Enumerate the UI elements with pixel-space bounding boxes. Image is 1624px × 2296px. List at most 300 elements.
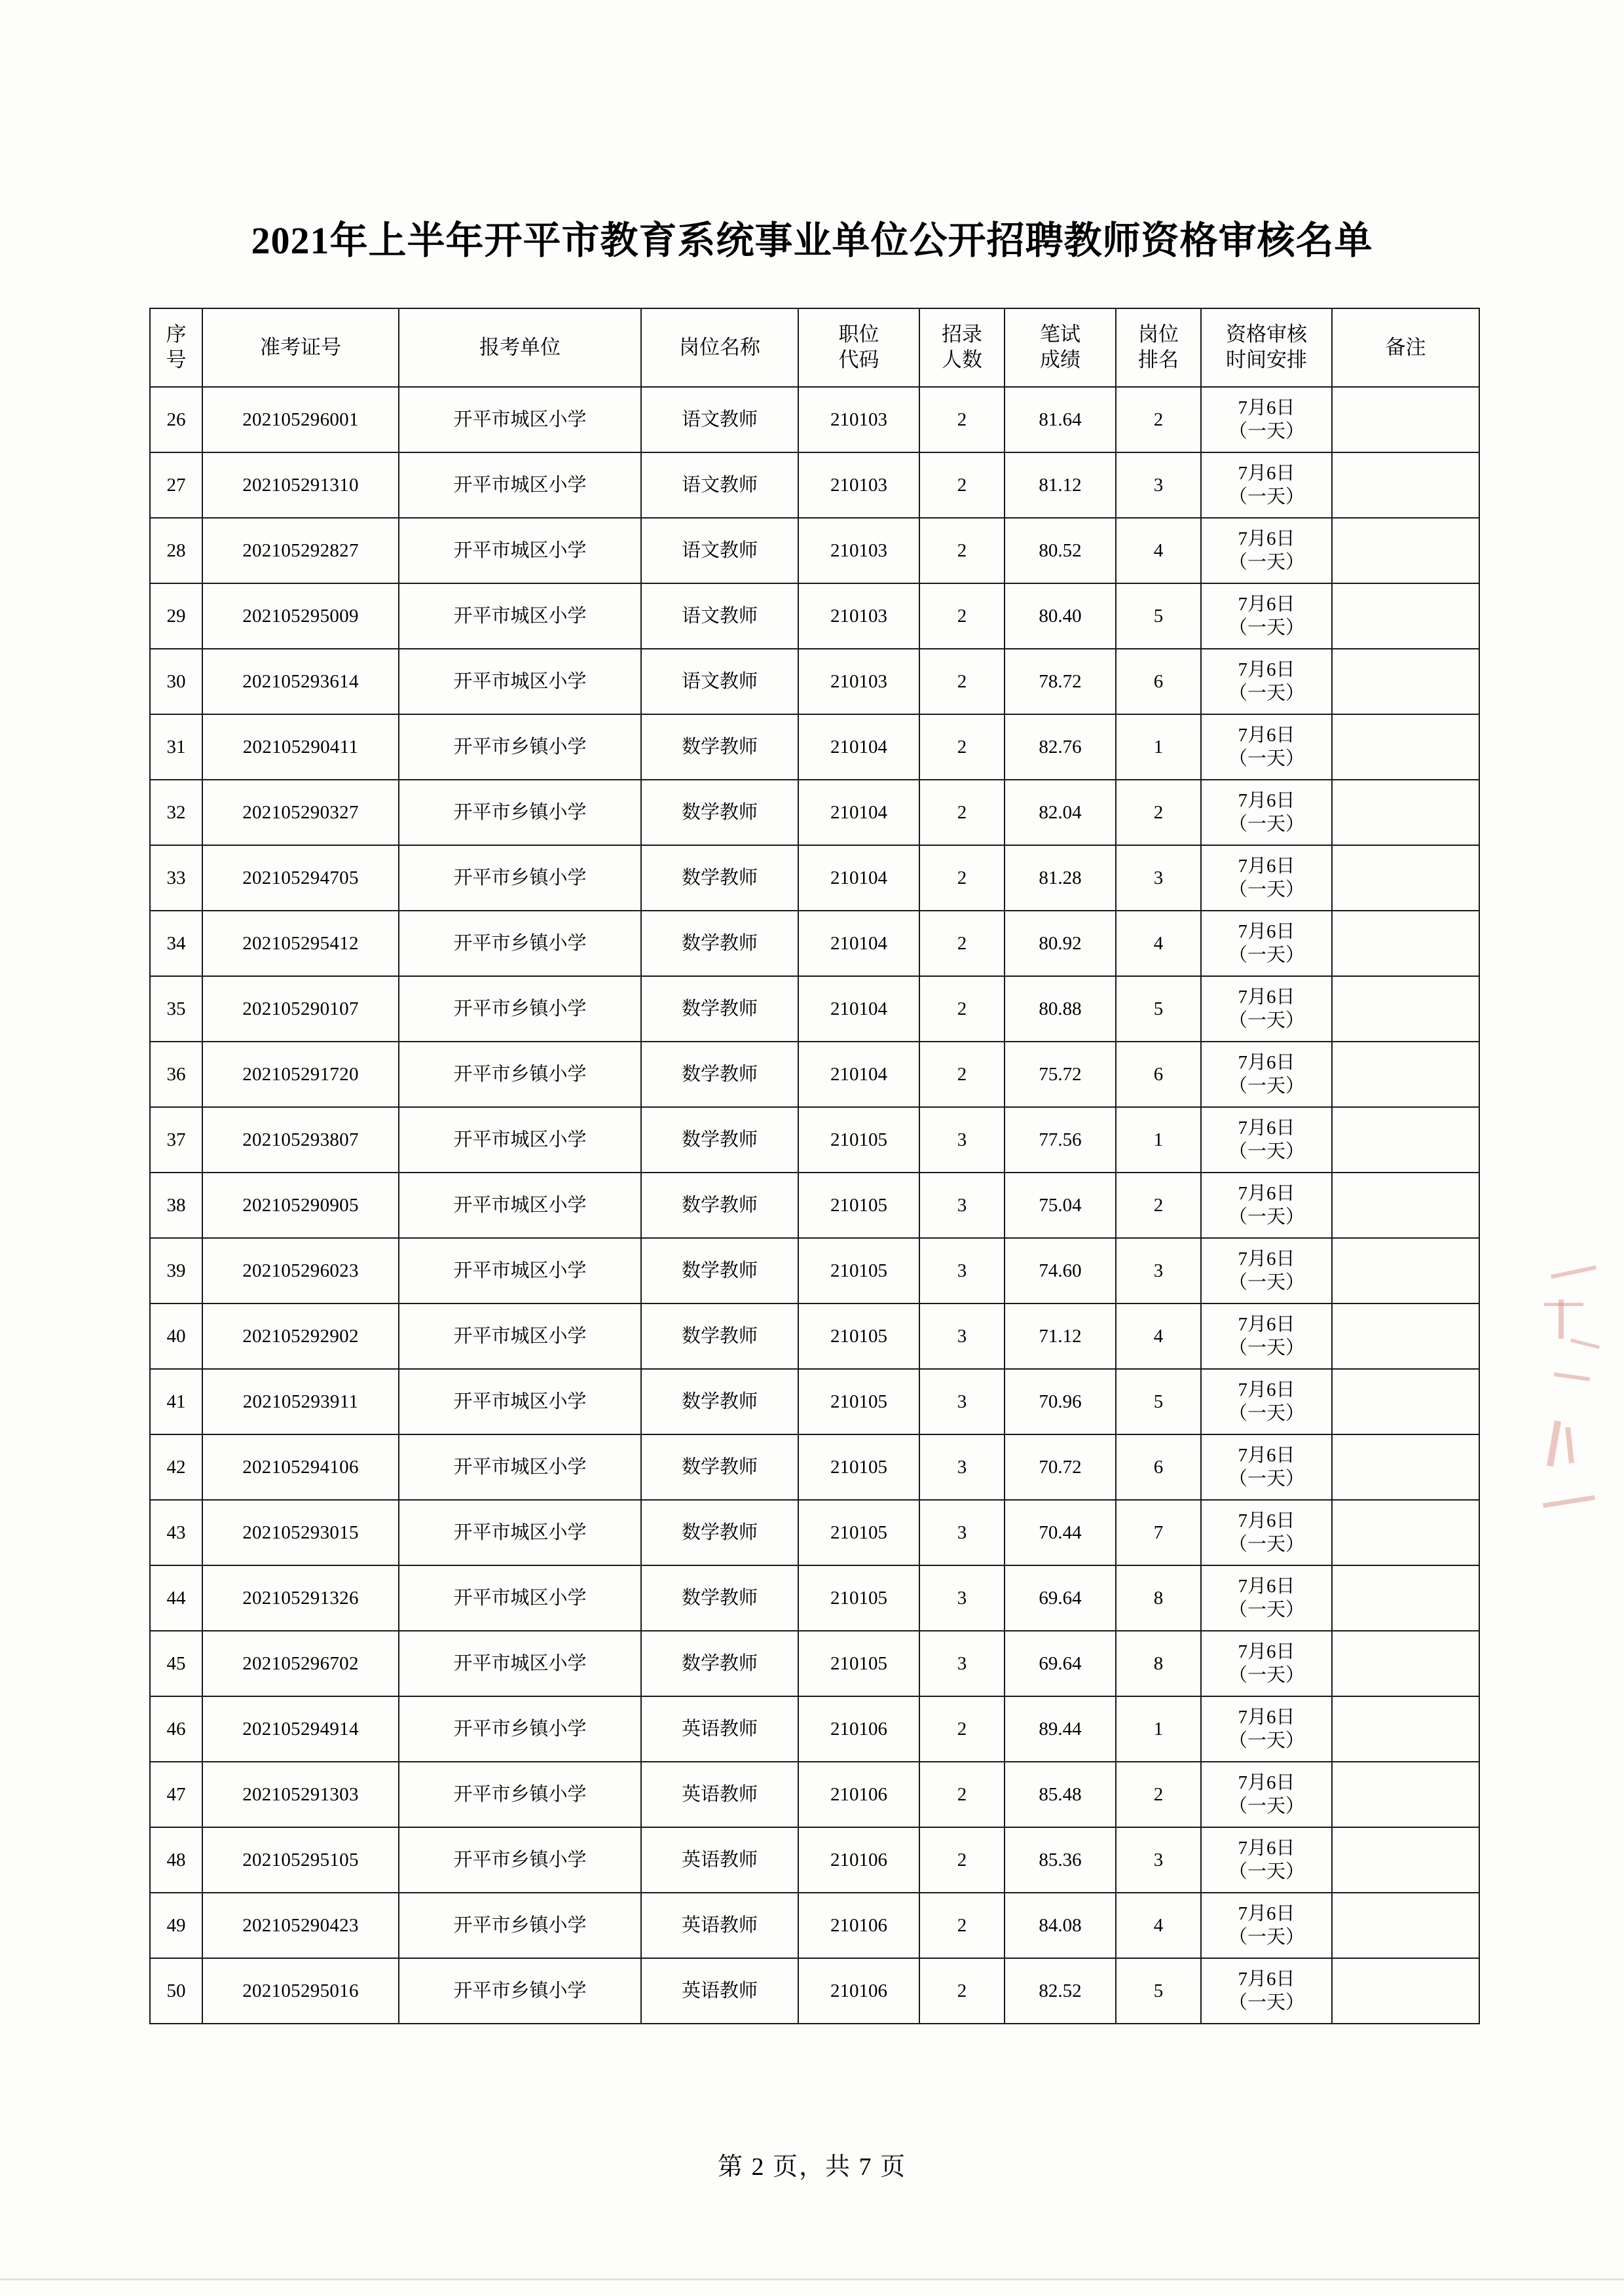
- cell-remark: [1332, 780, 1479, 845]
- cell-code: 210105: [798, 1500, 919, 1565]
- cell-rank: 5: [1116, 1369, 1201, 1434]
- cell-review-time-line1: 7月6日: [1238, 1772, 1295, 1793]
- cell-review-time: [1201, 387, 1332, 452]
- cell-unit: 开平市乡镇小学: [399, 911, 641, 976]
- cell-seq: 48: [150, 1827, 202, 1893]
- cell-ticket: 202105295412: [202, 911, 399, 976]
- cell-review-time-line2: （一天）: [1228, 1338, 1304, 1358]
- cell-rank: 3: [1116, 452, 1201, 518]
- column-header-rank-line2: 排名: [1138, 348, 1179, 371]
- cell-score: 71.12: [1005, 1303, 1116, 1369]
- table-row: [150, 1958, 1479, 2024]
- cell-unit: 开平市乡镇小学: [399, 1042, 641, 1107]
- cell-review-time-line2: （一天）: [1228, 1534, 1304, 1555]
- cell-review-time-line1: 7月6日: [1238, 1182, 1295, 1204]
- cell-rank: 7: [1116, 1500, 1201, 1565]
- cell-num: 2: [919, 649, 1005, 714]
- cell-unit: 开平市乡镇小学: [399, 1958, 641, 2024]
- cell-rank: 5: [1116, 1958, 1201, 2024]
- cell-ticket: 202105291720: [202, 1042, 399, 1107]
- cell-unit: 开平市乡镇小学: [399, 1696, 641, 1762]
- cell-post: 数学教师: [641, 1500, 798, 1565]
- cell-code: 210104: [798, 1042, 919, 1107]
- table-row: [150, 1238, 1479, 1303]
- cell-num: 3: [919, 1565, 1005, 1631]
- column-header-score-line2: 成绩: [1040, 348, 1080, 371]
- cell-code: 210103: [798, 583, 919, 649]
- table-row: [150, 1303, 1479, 1369]
- cell-post: 数学教师: [641, 911, 798, 976]
- cell-ticket: 202105291326: [202, 1565, 399, 1631]
- cell-review-time: [1201, 1500, 1332, 1565]
- qualification-review-table-wrapper: [149, 308, 1479, 2024]
- cell-review-time-line2: （一天）: [1228, 1599, 1304, 1620]
- cell-rank: 3: [1116, 845, 1201, 911]
- cell-review-time-line1: 7月6日: [1238, 724, 1295, 746]
- cell-post: 数学教师: [641, 1173, 798, 1238]
- cell-review-time-line1: 7月6日: [1238, 1510, 1295, 1531]
- cell-ticket: 202105294705: [202, 845, 399, 911]
- cell-remark: [1332, 1107, 1479, 1173]
- cell-remark: [1332, 845, 1479, 911]
- cell-review-time-line2: （一天）: [1228, 945, 1304, 966]
- cell-code: 210105: [798, 1107, 919, 1173]
- cell-rank: 2: [1116, 780, 1201, 845]
- cell-code: 210105: [798, 1238, 919, 1303]
- cell-ticket: 202105292827: [202, 518, 399, 583]
- cell-num: 2: [919, 1696, 1005, 1762]
- cell-review-time-line2: （一天）: [1228, 1861, 1304, 1882]
- table-row: [150, 976, 1479, 1042]
- cell-score: 85.48: [1005, 1762, 1116, 1827]
- column-header-review-time-line1: 资格审核: [1226, 323, 1307, 346]
- cell-ticket: 202105293911: [202, 1369, 399, 1434]
- cell-review-time-line1: 7月6日: [1238, 790, 1295, 811]
- cell-num: 2: [919, 1762, 1005, 1827]
- cell-rank: 3: [1116, 1827, 1201, 1893]
- cell-review-time-line1: 7月6日: [1238, 528, 1295, 549]
- cell-review-time: [1201, 1958, 1332, 2024]
- column-header-review-time-line2: 时间安排: [1226, 348, 1307, 371]
- cell-remark: [1332, 1631, 1479, 1696]
- cell-seq: 31: [150, 714, 202, 780]
- cell-post: 语文教师: [641, 649, 798, 714]
- cell-score: 80.52: [1005, 518, 1116, 583]
- cell-review-time-line1: 7月6日: [1238, 1968, 1295, 1990]
- cell-ticket: 202105295016: [202, 1958, 399, 2024]
- cell-ticket: 202105290905: [202, 1173, 399, 1238]
- cell-ticket: 202105296023: [202, 1238, 399, 1303]
- cell-score: 80.40: [1005, 583, 1116, 649]
- cell-rank: 1: [1116, 1107, 1201, 1173]
- cell-review-time-line1: 7月6日: [1238, 1903, 1295, 1924]
- cell-rank: 8: [1116, 1565, 1201, 1631]
- cell-review-time-line2: （一天）: [1228, 1796, 1304, 1817]
- cell-post: 数学教师: [641, 976, 798, 1042]
- cell-remark: [1332, 1173, 1479, 1238]
- table-row: [150, 1369, 1479, 1434]
- cell-seq: 43: [150, 1500, 202, 1565]
- cell-review-time-line2: （一天）: [1228, 421, 1304, 442]
- cell-num: 2: [919, 518, 1005, 583]
- table-row: [150, 1696, 1479, 1762]
- cell-ticket: 202105293807: [202, 1107, 399, 1173]
- cell-review-time: [1201, 780, 1332, 845]
- cell-review-time: [1201, 1434, 1332, 1500]
- cell-post: 语文教师: [641, 387, 798, 452]
- cell-code: 210105: [798, 1173, 919, 1238]
- cell-unit: 开平市城区小学: [399, 1173, 641, 1238]
- cell-unit: 开平市城区小学: [399, 1434, 641, 1500]
- cell-rank: 5: [1116, 583, 1201, 649]
- cell-score: 70.44: [1005, 1500, 1116, 1565]
- cell-rank: 1: [1116, 1696, 1201, 1762]
- cell-seq: 44: [150, 1565, 202, 1631]
- cell-score: 81.12: [1005, 452, 1116, 518]
- table-row: [150, 1762, 1479, 1827]
- column-header-code: [798, 308, 919, 387]
- cell-review-time: [1201, 583, 1332, 649]
- column-header-num-line1: 招录: [942, 323, 982, 346]
- cell-ticket: 202105295009: [202, 583, 399, 649]
- table-header: [150, 308, 1479, 387]
- cell-num: 2: [919, 583, 1005, 649]
- cell-seq: 47: [150, 1762, 202, 1827]
- cell-remark: [1332, 583, 1479, 649]
- cell-rank: 2: [1116, 1762, 1201, 1827]
- cell-review-time-line2: （一天）: [1228, 1076, 1304, 1097]
- cell-review-time-line1: 7月6日: [1238, 1575, 1295, 1597]
- cell-review-time-line2: （一天）: [1228, 1927, 1304, 1948]
- cell-post: 英语教师: [641, 1696, 798, 1762]
- cell-unit: 开平市乡镇小学: [399, 714, 641, 780]
- cell-review-time-line2: （一天）: [1228, 1730, 1304, 1751]
- cell-review-time: [1201, 1631, 1332, 1696]
- cell-review-time-line2: （一天）: [1228, 1141, 1304, 1162]
- cell-rank: 2: [1116, 387, 1201, 452]
- cell-code: 210103: [798, 387, 919, 452]
- cell-seq: 39: [150, 1238, 202, 1303]
- cell-post: 数学教师: [641, 1565, 798, 1631]
- table-row: [150, 1042, 1479, 1107]
- cell-review-time-line1: 7月6日: [1238, 1837, 1295, 1859]
- cell-seq: 38: [150, 1173, 202, 1238]
- table-row: [150, 1173, 1479, 1238]
- page-title: 2021年上半年开平市教育系统事业单位公开招聘教师资格审核名单: [251, 219, 1373, 262]
- cell-seq: 40: [150, 1303, 202, 1369]
- cell-seq: 26: [150, 387, 202, 452]
- cell-review-time: [1201, 1107, 1332, 1173]
- cell-unit: 开平市乡镇小学: [399, 780, 641, 845]
- table-row: [150, 1565, 1479, 1631]
- cell-post: 数学教师: [641, 714, 798, 780]
- cell-post: 数学教师: [641, 1434, 798, 1500]
- cell-num: 3: [919, 1500, 1005, 1565]
- cell-review-time-line1: 7月6日: [1238, 659, 1295, 680]
- cell-review-time-line1: 7月6日: [1238, 1248, 1295, 1269]
- cell-seq: 50: [150, 1958, 202, 2024]
- cell-num: 2: [919, 387, 1005, 452]
- cell-seq: 27: [150, 452, 202, 518]
- cell-unit: 开平市城区小学: [399, 583, 641, 649]
- cell-rank: 4: [1116, 1893, 1201, 1958]
- cell-num: 2: [919, 452, 1005, 518]
- cell-rank: 6: [1116, 1434, 1201, 1500]
- cell-remark: [1332, 518, 1479, 583]
- cell-code: 210104: [798, 780, 919, 845]
- cell-post: 英语教师: [641, 1827, 798, 1893]
- cell-remark: [1332, 649, 1479, 714]
- cell-review-time-line1: 7月6日: [1238, 1444, 1295, 1466]
- cell-code: 210106: [798, 1762, 919, 1827]
- table-row: [150, 1893, 1479, 1958]
- cell-remark: [1332, 1958, 1479, 2024]
- cell-num: 2: [919, 1827, 1005, 1893]
- page-footer: 第 2 页，共 7 页: [717, 2153, 906, 2181]
- cell-review-time-line2: （一天）: [1228, 1207, 1304, 1228]
- cell-code: 210104: [798, 845, 919, 911]
- cell-seq: 42: [150, 1434, 202, 1500]
- cell-post: 数学教师: [641, 1238, 798, 1303]
- cell-rank: 6: [1116, 649, 1201, 714]
- cell-ticket: 202105293614: [202, 649, 399, 714]
- cell-review-time-line2: （一天）: [1228, 1468, 1304, 1489]
- table-row: [150, 518, 1479, 583]
- cell-post: 数学教师: [641, 1303, 798, 1369]
- cell-review-time-line2: （一天）: [1228, 748, 1304, 769]
- cell-review-time-line1: 7月6日: [1238, 1117, 1295, 1139]
- cell-rank: 1: [1116, 714, 1201, 780]
- cell-review-time: [1201, 1369, 1332, 1434]
- cell-ticket: 202105290423: [202, 1893, 399, 1958]
- cell-remark: [1332, 1827, 1479, 1893]
- cell-remark: [1332, 387, 1479, 452]
- table-row: [150, 780, 1479, 845]
- column-header-seq-line2: 号: [166, 348, 187, 371]
- table-row: [150, 1107, 1479, 1173]
- cell-unit: 开平市城区小学: [399, 1369, 641, 1434]
- cell-unit: 开平市城区小学: [399, 1565, 641, 1631]
- cell-post: 数学教师: [641, 1042, 798, 1107]
- cell-seq: 32: [150, 780, 202, 845]
- cell-remark: [1332, 1565, 1479, 1631]
- table-header-row: [150, 308, 1479, 387]
- cell-unit: 开平市城区小学: [399, 1631, 641, 1696]
- cell-review-time-line1: 7月6日: [1238, 593, 1295, 615]
- cell-code: 210104: [798, 911, 919, 976]
- column-header-post: 岗位名称: [641, 308, 798, 387]
- cell-code: 210103: [798, 452, 919, 518]
- cell-ticket: 202105291303: [202, 1762, 399, 1827]
- cell-code: 210103: [798, 518, 919, 583]
- cell-score: 77.56: [1005, 1107, 1116, 1173]
- cell-review-time-line1: 7月6日: [1238, 986, 1295, 1008]
- cell-review-time: [1201, 1042, 1332, 1107]
- cell-unit: 开平市乡镇小学: [399, 1893, 641, 1958]
- cell-unit: 开平市城区小学: [399, 1500, 641, 1565]
- table-row: [150, 452, 1479, 518]
- cell-score: 82.76: [1005, 714, 1116, 780]
- cell-score: 81.28: [1005, 845, 1116, 911]
- cell-num: 3: [919, 1107, 1005, 1173]
- cell-post: 英语教师: [641, 1958, 798, 2024]
- cell-score: 75.72: [1005, 1042, 1116, 1107]
- cell-post: 语文教师: [641, 452, 798, 518]
- cell-ticket: 202105296702: [202, 1631, 399, 1696]
- cell-review-time: [1201, 1303, 1332, 1369]
- cell-ticket: 202105290327: [202, 780, 399, 845]
- cell-rank: 3: [1116, 1238, 1201, 1303]
- column-header-ticket: 准考证号: [202, 308, 399, 387]
- cell-code: 210104: [798, 976, 919, 1042]
- cell-unit: 开平市城区小学: [399, 1107, 641, 1173]
- cell-seq: 28: [150, 518, 202, 583]
- cell-score: 75.04: [1005, 1173, 1116, 1238]
- cell-review-time: [1201, 1893, 1332, 1958]
- cell-review-time: [1201, 1696, 1332, 1762]
- cell-seq: 33: [150, 845, 202, 911]
- red-seal-mark-icon: [1531, 1264, 1610, 1578]
- cell-review-time: [1201, 649, 1332, 714]
- cell-score: 78.72: [1005, 649, 1116, 714]
- cell-num: 3: [919, 1238, 1005, 1303]
- cell-ticket: 202105291310: [202, 452, 399, 518]
- cell-review-time-line2: （一天）: [1228, 814, 1304, 835]
- table-row: [150, 583, 1479, 649]
- cell-num: 3: [919, 1303, 1005, 1369]
- cell-code: 210105: [798, 1565, 919, 1631]
- cell-ticket: 202105293015: [202, 1500, 399, 1565]
- cell-rank: 6: [1116, 1042, 1201, 1107]
- cell-remark: [1332, 1238, 1479, 1303]
- cell-review-time-line1: 7月6日: [1238, 1313, 1295, 1335]
- cell-rank: 5: [1116, 976, 1201, 1042]
- cell-score: 85.36: [1005, 1827, 1116, 1893]
- cell-rank: 4: [1116, 518, 1201, 583]
- cell-rank: 2: [1116, 1173, 1201, 1238]
- cell-review-time-line2: （一天）: [1228, 617, 1304, 638]
- cell-remark: [1332, 1434, 1479, 1500]
- cell-score: 89.44: [1005, 1696, 1116, 1762]
- cell-post: 英语教师: [641, 1762, 798, 1827]
- cell-remark: [1332, 1369, 1479, 1434]
- cell-post: 数学教师: [641, 1631, 798, 1696]
- cell-rank: 8: [1116, 1631, 1201, 1696]
- cell-review-time: [1201, 1762, 1332, 1827]
- qualification-review-table: [149, 308, 1480, 2024]
- column-header-score: [1005, 308, 1116, 387]
- cell-post: 数学教师: [641, 1107, 798, 1173]
- cell-score: 80.88: [1005, 976, 1116, 1042]
- cell-ticket: 202105294106: [202, 1434, 399, 1500]
- cell-review-time-line1: 7月6日: [1238, 1706, 1295, 1728]
- cell-unit: 开平市乡镇小学: [399, 976, 641, 1042]
- cell-ticket: 202105290107: [202, 976, 399, 1042]
- cell-review-time-line1: 7月6日: [1238, 920, 1295, 942]
- cell-code: 210105: [798, 1631, 919, 1696]
- cell-score: 80.92: [1005, 911, 1116, 976]
- cell-seq: 41: [150, 1369, 202, 1434]
- cell-review-time: [1201, 518, 1332, 583]
- cell-seq: 29: [150, 583, 202, 649]
- cell-review-time-line2: （一天）: [1228, 1403, 1304, 1424]
- table-row: [150, 387, 1479, 452]
- cell-num: 3: [919, 1434, 1005, 1500]
- column-header-num: [919, 308, 1005, 387]
- cell-unit: 开平市城区小学: [399, 1303, 641, 1369]
- cell-unit: 开平市乡镇小学: [399, 1827, 641, 1893]
- cell-num: 3: [919, 1369, 1005, 1434]
- cell-ticket: 202105292902: [202, 1303, 399, 1369]
- cell-review-time-line2: （一天）: [1228, 879, 1304, 900]
- table-row: [150, 1500, 1479, 1565]
- column-header-remark: 备注: [1332, 308, 1479, 387]
- cell-review-time-line1: 7月6日: [1238, 1379, 1295, 1400]
- cell-unit: 开平市城区小学: [399, 518, 641, 583]
- table-row: [150, 1631, 1479, 1696]
- cell-ticket: 202105294914: [202, 1696, 399, 1762]
- cell-review-time: [1201, 845, 1332, 911]
- cell-post: 语文教师: [641, 583, 798, 649]
- cell-num: 3: [919, 1631, 1005, 1696]
- cell-review-time-line1: 7月6日: [1238, 397, 1295, 418]
- column-header-seq: [150, 308, 202, 387]
- cell-num: 2: [919, 1042, 1005, 1107]
- cell-review-time-line1: 7月6日: [1238, 855, 1295, 877]
- cell-score: 81.64: [1005, 387, 1116, 452]
- cell-unit: 开平市城区小学: [399, 1238, 641, 1303]
- cell-score: 82.52: [1005, 1958, 1116, 2024]
- cell-ticket: 202105290411: [202, 714, 399, 780]
- cell-seq: 49: [150, 1893, 202, 1958]
- table-row: [150, 911, 1479, 976]
- cell-code: 210104: [798, 714, 919, 780]
- cell-review-time-line2: （一天）: [1228, 1010, 1304, 1031]
- column-header-num-line2: 人数: [942, 348, 982, 371]
- cell-review-time-line1: 7月6日: [1238, 1051, 1295, 1073]
- cell-code: 210106: [798, 1827, 919, 1893]
- table-row: [150, 714, 1479, 780]
- cell-score: 82.04: [1005, 780, 1116, 845]
- cell-score: 74.60: [1005, 1238, 1116, 1303]
- cell-unit: 开平市城区小学: [399, 452, 641, 518]
- cell-num: 3: [919, 1173, 1005, 1238]
- cell-post: 语文教师: [641, 518, 798, 583]
- table-row: [150, 1827, 1479, 1893]
- cell-review-time: [1201, 714, 1332, 780]
- column-header-code-line1: 职位: [838, 323, 879, 346]
- cell-code: 210105: [798, 1434, 919, 1500]
- cell-post: 数学教师: [641, 845, 798, 911]
- cell-seq: 34: [150, 911, 202, 976]
- cell-remark: [1332, 1303, 1479, 1369]
- cell-remark: [1332, 714, 1479, 780]
- cell-seq: 46: [150, 1696, 202, 1762]
- cell-post: 数学教师: [641, 1369, 798, 1434]
- cell-score: 70.72: [1005, 1434, 1116, 1500]
- cell-remark: [1332, 1042, 1479, 1107]
- cell-remark: [1332, 1893, 1479, 1958]
- cell-remark: [1332, 452, 1479, 518]
- cell-unit: 开平市乡镇小学: [399, 845, 641, 911]
- cell-remark: [1332, 1500, 1479, 1565]
- cell-num: 2: [919, 1893, 1005, 1958]
- cell-seq: 37: [150, 1107, 202, 1173]
- cell-unit: 开平市乡镇小学: [399, 1762, 641, 1827]
- cell-remark: [1332, 911, 1479, 976]
- cell-post: 英语教师: [641, 1893, 798, 1958]
- cell-post: 数学教师: [641, 780, 798, 845]
